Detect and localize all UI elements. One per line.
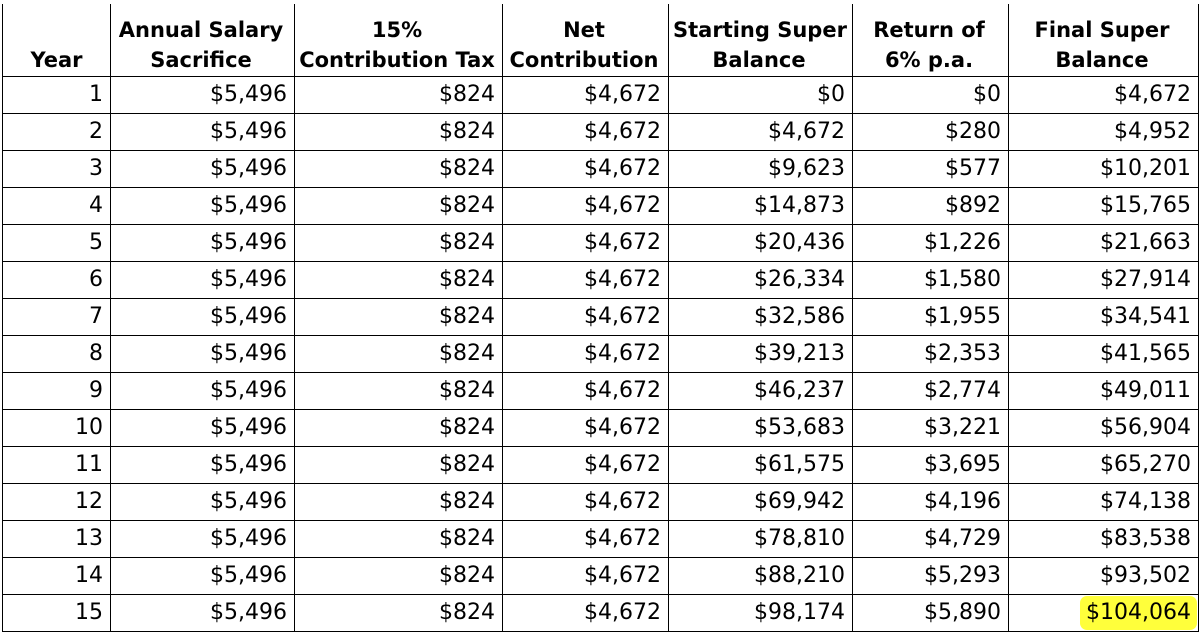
table-row bbox=[3, 261, 1199, 298]
cell-annual-salary-sacrifice: $5,496 bbox=[111, 298, 295, 335]
table-body bbox=[3, 76, 1199, 631]
header-year bbox=[3, 4, 111, 76]
cell-final-balance: $27,914 bbox=[1009, 261, 1199, 298]
cell-return: $577 bbox=[853, 150, 1009, 187]
cell-final-balance: $10,201 bbox=[1009, 150, 1199, 187]
cell-year: 4 bbox=[3, 187, 111, 224]
cell-starting-balance: $61,575 bbox=[669, 446, 853, 483]
cell-starting-balance: $98,174 bbox=[669, 594, 853, 631]
cell-return: $1,226 bbox=[853, 224, 1009, 261]
cell-annual-salary-sacrifice: $5,496 bbox=[111, 483, 295, 520]
cell-final-balance: $83,538 bbox=[1009, 520, 1199, 557]
cell-return: $5,890 bbox=[853, 594, 1009, 631]
cell-year: 14 bbox=[3, 557, 111, 594]
cell-net-contribution: $4,672 bbox=[503, 557, 669, 594]
cell-final-balance: $65,270 bbox=[1009, 446, 1199, 483]
cell-return: $2,353 bbox=[853, 335, 1009, 372]
cell-year: 8 bbox=[3, 335, 111, 372]
header-contribution-tax bbox=[295, 4, 503, 76]
cell-net-contribution: $4,672 bbox=[503, 76, 669, 113]
header-row bbox=[3, 4, 1199, 76]
cell-starting-balance: $53,683 bbox=[669, 409, 853, 446]
header-net-contribution bbox=[503, 4, 669, 76]
cell-annual-salary-sacrifice: $5,496 bbox=[111, 557, 295, 594]
highlighted-final-value: $104,064 bbox=[1080, 596, 1197, 630]
cell-return: $280 bbox=[853, 113, 1009, 150]
cell-net-contribution: $4,672 bbox=[503, 150, 669, 187]
cell-starting-balance: $32,586 bbox=[669, 298, 853, 335]
cell-year: 2 bbox=[3, 113, 111, 150]
cell-contribution-tax: $824 bbox=[295, 594, 503, 631]
cell-starting-balance: $78,810 bbox=[669, 520, 853, 557]
cell-contribution-tax: $824 bbox=[295, 520, 503, 557]
cell-final-balance: $4,952 bbox=[1009, 113, 1199, 150]
cell-final-balance: $4,672 bbox=[1009, 76, 1199, 113]
table-row bbox=[3, 594, 1199, 631]
cell-contribution-tax: $824 bbox=[295, 224, 503, 261]
cell-annual-salary-sacrifice: $5,496 bbox=[111, 187, 295, 224]
cell-year: 7 bbox=[3, 298, 111, 335]
cell-annual-salary-sacrifice: $5,496 bbox=[111, 372, 295, 409]
cell-final-balance: $15,765 bbox=[1009, 187, 1199, 224]
header-return-line1: Return of bbox=[873, 17, 985, 42]
table-row bbox=[3, 409, 1199, 446]
cell-starting-balance: $14,873 bbox=[669, 187, 853, 224]
cell-contribution-tax: $824 bbox=[295, 557, 503, 594]
cell-year: 15 bbox=[3, 594, 111, 631]
header-final-super-balance bbox=[1009, 4, 1199, 76]
cell-annual-salary-sacrifice: $5,496 bbox=[111, 76, 295, 113]
cell-net-contribution: $4,672 bbox=[503, 224, 669, 261]
cell-net-contribution: $4,672 bbox=[503, 113, 669, 150]
cell-net-contribution: $4,672 bbox=[503, 409, 669, 446]
super-balance-table bbox=[2, 4, 1199, 632]
table-row bbox=[3, 557, 1199, 594]
cell-net-contribution: $4,672 bbox=[503, 446, 669, 483]
cell-contribution-tax: $824 bbox=[295, 409, 503, 446]
cell-contribution-tax: $824 bbox=[295, 76, 503, 113]
cell-year: 10 bbox=[3, 409, 111, 446]
cell-return: $892 bbox=[853, 187, 1009, 224]
cell-year: 12 bbox=[3, 483, 111, 520]
header-start-line1: Starting Super bbox=[673, 17, 847, 42]
header-return bbox=[853, 4, 1009, 76]
header-annual-line1: Annual Salary bbox=[118, 17, 284, 42]
cell-starting-balance: $0 bbox=[669, 76, 853, 113]
table-row bbox=[3, 76, 1199, 113]
table-row bbox=[3, 224, 1199, 261]
cell-contribution-tax: $824 bbox=[295, 483, 503, 520]
cell-annual-salary-sacrifice: $5,496 bbox=[111, 150, 295, 187]
header-starting-super-balance bbox=[669, 4, 853, 76]
cell-net-contribution: $4,672 bbox=[503, 483, 669, 520]
cell-annual-salary-sacrifice: $5,496 bbox=[111, 520, 295, 557]
cell-annual-salary-sacrifice: $5,496 bbox=[111, 335, 295, 372]
cell-net-contribution: $4,672 bbox=[503, 372, 669, 409]
table-row bbox=[3, 298, 1199, 335]
cell-net-contribution: $4,672 bbox=[503, 335, 669, 372]
cell-return: $4,196 bbox=[853, 483, 1009, 520]
cell-contribution-tax: $824 bbox=[295, 187, 503, 224]
cell-annual-salary-sacrifice: $5,496 bbox=[111, 409, 295, 446]
header-year-line2: Year bbox=[30, 47, 83, 72]
cell-net-contribution: $4,672 bbox=[503, 261, 669, 298]
cell-annual-salary-sacrifice: $5,496 bbox=[111, 113, 295, 150]
header-tax-line1: 15% bbox=[371, 17, 423, 42]
header-annual-line2: Sacrifice bbox=[150, 47, 252, 72]
cell-starting-balance: $20,436 bbox=[669, 224, 853, 261]
cell-return: $1,955 bbox=[853, 298, 1009, 335]
table-row bbox=[3, 483, 1199, 520]
header-final-line1: Final Super bbox=[1034, 17, 1170, 42]
cell-contribution-tax: $824 bbox=[295, 446, 503, 483]
cell-starting-balance: $46,237 bbox=[669, 372, 853, 409]
cell-final-balance: $41,565 bbox=[1009, 335, 1199, 372]
cell-year: 3 bbox=[3, 150, 111, 187]
cell-annual-salary-sacrifice: $5,496 bbox=[111, 224, 295, 261]
cell-starting-balance: $9,623 bbox=[669, 150, 853, 187]
cell-year: 1 bbox=[3, 76, 111, 113]
table-row bbox=[3, 113, 1199, 150]
cell-net-contribution: $4,672 bbox=[503, 594, 669, 631]
header-net-line2: Contribution bbox=[509, 47, 659, 72]
cell-contribution-tax: $824 bbox=[295, 298, 503, 335]
cell-contribution-tax: $824 bbox=[295, 261, 503, 298]
cell-return: $5,293 bbox=[853, 557, 1009, 594]
cell-starting-balance: $39,213 bbox=[669, 335, 853, 372]
table-row bbox=[3, 372, 1199, 409]
header-net-line1: Net bbox=[563, 17, 605, 42]
cell-return: $2,774 bbox=[853, 372, 1009, 409]
table-row bbox=[3, 446, 1199, 483]
table-row bbox=[3, 187, 1199, 224]
cell-final-balance bbox=[1009, 594, 1199, 631]
cell-year: 13 bbox=[3, 520, 111, 557]
cell-net-contribution: $4,672 bbox=[503, 298, 669, 335]
cell-net-contribution: $4,672 bbox=[503, 520, 669, 557]
cell-contribution-tax: $824 bbox=[295, 113, 503, 150]
table-row bbox=[3, 520, 1199, 557]
cell-return: $3,221 bbox=[853, 409, 1009, 446]
header-annual-salary-sacrifice bbox=[111, 4, 295, 76]
cell-annual-salary-sacrifice: $5,496 bbox=[111, 261, 295, 298]
table-row bbox=[3, 335, 1199, 372]
cell-final-balance: $74,138 bbox=[1009, 483, 1199, 520]
cell-starting-balance: $69,942 bbox=[669, 483, 853, 520]
header-tax-line2: Contribution Tax bbox=[299, 47, 495, 72]
cell-starting-balance: $4,672 bbox=[669, 113, 853, 150]
cell-starting-balance: $88,210 bbox=[669, 557, 853, 594]
cell-net-contribution: $4,672 bbox=[503, 187, 669, 224]
cell-final-balance: $56,904 bbox=[1009, 409, 1199, 446]
cell-year: 5 bbox=[3, 224, 111, 261]
cell-return: $0 bbox=[853, 76, 1009, 113]
cell-year: 11 bbox=[3, 446, 111, 483]
cell-final-balance: $93,502 bbox=[1009, 557, 1199, 594]
cell-year: 6 bbox=[3, 261, 111, 298]
cell-year: 9 bbox=[3, 372, 111, 409]
header-start-line2: Balance bbox=[712, 47, 806, 72]
cell-final-balance: $34,541 bbox=[1009, 298, 1199, 335]
table-row bbox=[3, 150, 1199, 187]
cell-contribution-tax: $824 bbox=[295, 150, 503, 187]
cell-return: $4,729 bbox=[853, 520, 1009, 557]
cell-final-balance: $21,663 bbox=[1009, 224, 1199, 261]
header-final-line2: Balance bbox=[1055, 47, 1149, 72]
cell-starting-balance: $26,334 bbox=[669, 261, 853, 298]
cell-annual-salary-sacrifice: $5,496 bbox=[111, 594, 295, 631]
cell-annual-salary-sacrifice: $5,496 bbox=[111, 446, 295, 483]
cell-contribution-tax: $824 bbox=[295, 335, 503, 372]
cell-return: $1,580 bbox=[853, 261, 1009, 298]
cell-final-balance: $49,011 bbox=[1009, 372, 1199, 409]
cell-contribution-tax: $824 bbox=[295, 372, 503, 409]
cell-return: $3,695 bbox=[853, 446, 1009, 483]
header-return-line2: 6% p.a. bbox=[884, 47, 974, 72]
